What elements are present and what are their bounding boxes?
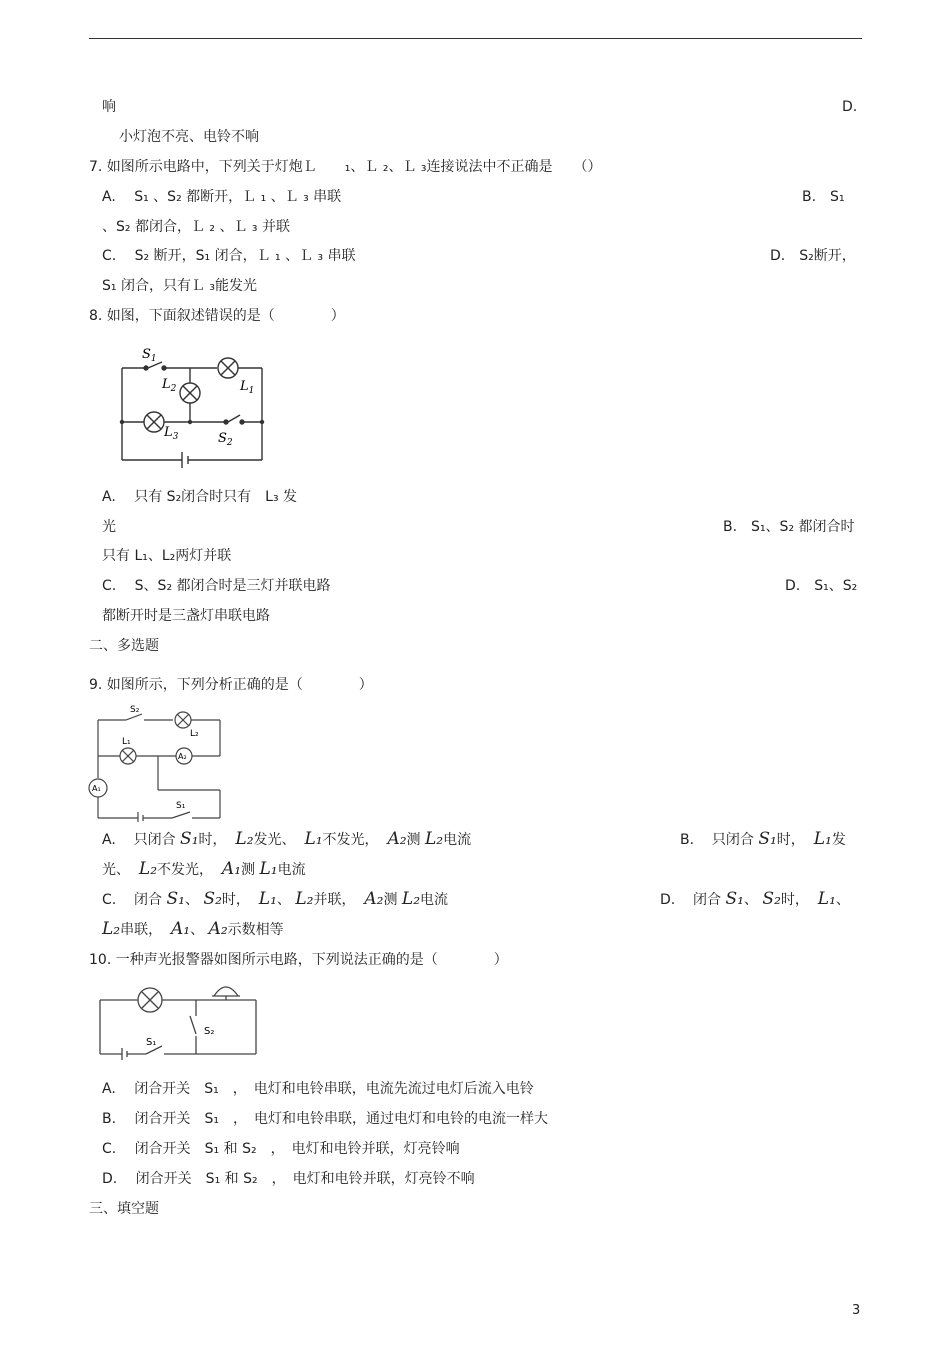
q9-d-cont-symbol-l2: L₂ (102, 919, 121, 939)
q9-d-cont-text-1: 串联， (120, 922, 163, 938)
q9-b-text-2: 时， (776, 832, 805, 848)
q9-a-text-6: 电流 (443, 832, 472, 848)
q9-b-cont-symbol-l1: L₁ (259, 859, 278, 879)
q7-option-b-label: B. S₁ (802, 189, 845, 205)
q9-c-text-4: 、 (276, 892, 291, 908)
q9-a-text-2: 时， (198, 832, 227, 848)
q9-option-d (660, 890, 850, 909)
q9-option-c (102, 890, 448, 909)
q8-option-b-cont: 只有 L₁、L₂两灯并联 (102, 548, 232, 564)
q9-d-text-2: 、 (743, 892, 758, 908)
q9-c-symbol-l2: L₂ (295, 889, 314, 909)
q9-label-a1: A₁ (92, 784, 101, 793)
q9-d-text-3: 时， (780, 892, 809, 908)
q9-label-l1: L₁ (122, 737, 131, 747)
q9-b-symbol-s1: S₁ (758, 829, 777, 849)
q9-b-text-1: 只闭合 (711, 832, 754, 848)
q8-circuit-diagram (112, 338, 272, 468)
q9-option-a (102, 830, 471, 849)
q6-tail-line: 响 (102, 99, 116, 115)
section-multiple-choice-heading: 二、多选题 (89, 638, 159, 654)
q10-option-a: A. 闭合开关 S₁ ， 电灯和电铃串联，电流先流过电灯后流入电铃 (102, 1081, 534, 1097)
q9-c-text-7: 电流 (420, 892, 449, 908)
q9-c-symbol-l2b: L₂ (401, 889, 421, 909)
q10-circuit-diagram (96, 978, 261, 1063)
q8-label-s1: $S_1$ (142, 347, 157, 364)
q9-c-text-6: 测 (383, 892, 398, 908)
q8-label-l2: $L_2$ (162, 377, 177, 394)
q7-option-b-cont: 、S₂ 都闭合，Ｌ ₂ 、Ｌ ₃ 并联 (102, 219, 290, 235)
q8-option-a: A. 只有 S₂闭合时只有 L₃ 发 (102, 489, 298, 505)
q9-b-cont-text-4: 电流 (277, 862, 306, 878)
q8-label-l1: $L_1$ (240, 379, 255, 396)
q9-d-text-4: 、 (835, 892, 850, 908)
q8-label-s2: $S_2$ (218, 431, 233, 448)
q10-label-s1: S₁ (146, 1037, 157, 1048)
q9-d-cont-text-2: 、 (190, 922, 205, 938)
q7-stem: 7. 如图所示电路中，下列关于灯炮Ｌ ₁、Ｌ ₂、Ｌ ₃连接说法中不正确是 （） (89, 159, 602, 175)
header-rule (89, 38, 862, 39)
q6-option-d-text: 小灯泡不亮、电铃不响 (119, 129, 259, 145)
q8-option-b-label: B. S₁、S₂ 都闭合时 (723, 519, 855, 535)
q9-d-symbol-l1: L₁ (817, 889, 836, 909)
q9-option-d-cont (102, 920, 284, 939)
q9-c-text-5: 并联， (313, 892, 356, 908)
q8-option-a-cont: 光 (102, 519, 116, 535)
q9-b-cont-symbol-l2: L₂ (138, 859, 158, 879)
q9-a-text-3: 发光、 (253, 832, 296, 848)
q9-c-text-3: 时， (221, 892, 250, 908)
q9-d-symbol-s2: S₂ (762, 889, 781, 909)
q9-option-b-cont (102, 860, 306, 879)
q9-option-b-label: B. (680, 832, 695, 848)
q8-label-l3: $L_3$ (164, 425, 179, 442)
q9-d-cont-symbol-a2: A₂ (208, 919, 228, 939)
q9-a-symbol-l2: L₂ (235, 829, 254, 849)
q9-d-cont-text-3: 示数相等 (227, 922, 284, 938)
q9-c-symbol-l1: L₁ (258, 889, 277, 909)
q10-option-b: B. 闭合开关 S₁ ， 电灯和电铃串联，通过电灯和电铃的电流一样大 (102, 1111, 549, 1127)
q7-option-a: A. S₁ 、S₂ 都断开，Ｌ ₁ 、Ｌ ₃ 串联 (102, 189, 342, 205)
q9-b-cont-text-1: 光、 (102, 862, 130, 878)
section-fill-blank-heading: 三、填空题 (89, 1201, 159, 1217)
q10-label-s2: S₂ (204, 1026, 215, 1037)
q9-b-cont-symbol-a1: A₁ (221, 859, 242, 879)
q9-a-symbol-l2b: L₂ (425, 829, 444, 849)
q10-option-c: C. 闭合开关 S₁ 和 S₂ ， 电灯和电铃并联，灯亮铃响 (102, 1141, 460, 1157)
q9-c-symbol-s2: S₂ (203, 889, 222, 909)
q9-b-text-3: 发 (831, 832, 846, 848)
q9-a-text-1: 只闭合 (133, 832, 176, 848)
q9-a-symbol-a2: A₂ (387, 829, 407, 849)
q9-c-symbol-s1: S₁ (166, 889, 185, 909)
q9-option-b (680, 830, 846, 849)
q9-c-symbol-a2: A₂ (364, 889, 384, 909)
q7-option-d-label: D. S₂断开， (770, 248, 856, 264)
q8-option-d-cont: 都断开时是三盏灯串联电路 (102, 608, 270, 624)
q9-label-l2: L₂ (190, 729, 199, 739)
q9-b-cont-text-3: 测 (241, 862, 256, 878)
page-number: 3 (852, 1303, 861, 1318)
q9-option-a-label: A. (102, 832, 116, 848)
q9-a-symbol-s1: S₁ (180, 829, 199, 849)
q7-option-c: C. S₂ 断开，S₁ 闭合，Ｌ ₁ 、Ｌ ₃ 串联 (102, 248, 356, 264)
q9-a-symbol-l1: L₁ (304, 829, 323, 849)
q9-label-a2: A₂ (178, 752, 187, 761)
q9-option-c-label: C. (102, 892, 117, 908)
q10-option-d: D. 闭合开关 S₁ 和 S₂ ， 电灯和电铃并联，灯亮铃不响 (102, 1171, 475, 1187)
q9-c-text-2: 、 (184, 892, 199, 908)
q9-option-d-label: D. (660, 892, 676, 908)
q9-b-cont-text-2: 不发光， (157, 862, 214, 878)
q9-a-text-4: 不发光， (322, 832, 379, 848)
q8-option-d-label: D. S₁、S₂ (785, 578, 858, 594)
q9-b-symbol-l1: L₁ (813, 829, 832, 849)
q9-label-s2: S₂ (130, 705, 140, 715)
q7-option-d-cont: S₁ 闭合，只有Ｌ ₃能发光 (102, 278, 258, 294)
q8-stem: 8. 如图，下面叙述错误的是（ ） (89, 308, 345, 324)
q9-d-symbol-s1: S₁ (725, 889, 744, 909)
q9-c-text-1: 闭合 (134, 892, 163, 908)
q9-label-s1: S₁ (176, 801, 186, 811)
q10-stem: 10. 一种声光报警器如图所示电路，下列说法正确的是（ ） (89, 952, 508, 968)
q9-stem: 9. 如图所示，下列分析正确的是（ ） (89, 677, 373, 693)
q8-option-c: C. S、S₂ 都闭合时是三灯并联电路 (102, 578, 331, 594)
q9-circuit-diagram (88, 700, 228, 822)
q9-d-cont-symbol-a1: A₁ (171, 919, 191, 939)
q6-option-d-label: D. (842, 99, 858, 115)
q9-d-text-1: 闭合 (693, 892, 722, 908)
q9-a-text-5: 测 (406, 832, 421, 848)
